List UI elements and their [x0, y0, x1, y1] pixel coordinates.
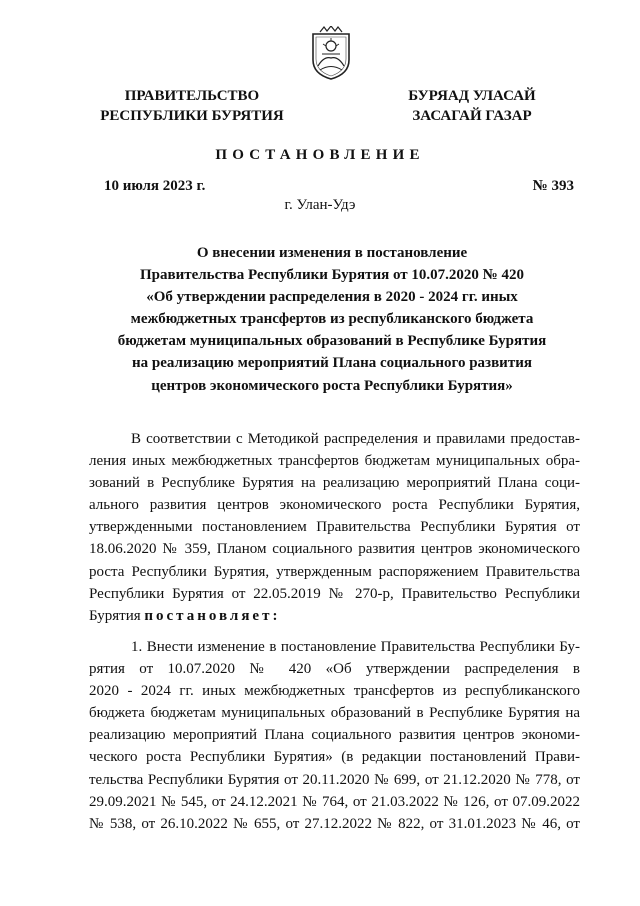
subject-line: центров экономического роста Республики Бурятия»: [151, 377, 513, 394]
subject-line: О внесении изменения в постановление: [196, 245, 468, 261]
body-line: рятия от 10.07.2020 № 420 «Об утверждении распределения в: [89, 661, 580, 678]
body-line: ального развития центров экономического роста Республики Бурятия,: [89, 497, 580, 514]
preamble-paragraph: [89, 428, 580, 627]
body-line: 18.06.2020 № 359, Планом социального развития центров экономического: [89, 541, 580, 558]
coat-of-arms-icon: [310, 26, 352, 80]
subject-line: бюджетам муниципальных образований в Республике Бурятия: [117, 333, 547, 350]
subject-line: «Об утверждении распределения в 2020 - 2024 гг. иных: [146, 289, 518, 306]
decree-city: г. Улан-Удэ: [284, 197, 356, 213]
header-right-line1: БУРЯАД УЛАСАЙ: [408, 88, 536, 104]
decree-subject: [88, 242, 576, 397]
body-line: 29.09.2021 № 545, от 24.12.2021 № 764, от 21.03.2022 № 126, от 07.09.2022: [89, 793, 580, 810]
body-line: утвержденными постановлением Правительства Республики Бурятия от: [89, 519, 580, 536]
preamble-last-prefix: Бурятия: [89, 607, 145, 624]
body-line: № 538, от 26.10.2022 № 655, от 27.12.2022 № 822, от 31.01.2023 № 46, от: [89, 815, 580, 832]
body-line: ческого роста Республики Бурятия» (в редакции постановлений Прави-: [89, 749, 580, 766]
body-line-last: [89, 605, 580, 627]
decree-keyword: постановляет:: [144, 607, 281, 624]
body-line: В соответствии с Методикой распределения и правилами предостав-: [131, 431, 580, 447]
body-line: 2020 - 2024 гг. иных межбюджетных трансфертов из республиканского: [89, 683, 580, 700]
body-line: 1. Внести изменение в постановление Правительства Республики Бу-: [131, 639, 580, 655]
government-name-russian: [92, 86, 292, 126]
subject-line: межбюджетных трансфертов из республиканского бюджета: [130, 311, 534, 328]
body-line: реализацию мероприятий Плана социального развития центров экономи-: [89, 727, 580, 744]
body-line: тельства Республики Бурятия от 20.11.2020 № 699, от 21.12.2020 № 778, от: [89, 771, 580, 788]
body-line: зований в Республике Бурятия на реализацию мероприятий Плана соци-: [89, 475, 580, 492]
government-name-buryat: [398, 86, 546, 126]
decree-number: № 393: [532, 178, 574, 194]
body-line: роста Республики Бурятия, утвержденным распоряжением Правительства: [89, 563, 580, 580]
subject-line: Правительства Республики Бурятия от 10.07.2020 № 420: [139, 267, 524, 284]
body-line: Республики Бурятия от 22.05.2019 № 270-р, Правительство Республики: [89, 585, 580, 602]
body-line: бюджета бюджетам муниципальных образований в Республике Бурятия на: [89, 705, 580, 722]
header-left-line2: РЕСПУБЛИКИ БУРЯТИЯ: [100, 108, 284, 124]
decree-date: 10 июля 2023 г.: [104, 178, 206, 194]
body-line: ления иных межбюджетных трансфертов бюджетам муниципальных обра-: [89, 453, 580, 470]
header-left-line1: ПРАВИТЕЛЬСТВО: [124, 88, 260, 104]
item-1-paragraph: [89, 636, 580, 835]
decree-title: ПОСТАНОВЛЕНИЕ: [215, 147, 425, 163]
header-right-line2: ЗАСАГАЙ ГАЗАР: [412, 108, 532, 124]
subject-line: на реализацию мероприятий Плана социального развития: [132, 355, 532, 372]
